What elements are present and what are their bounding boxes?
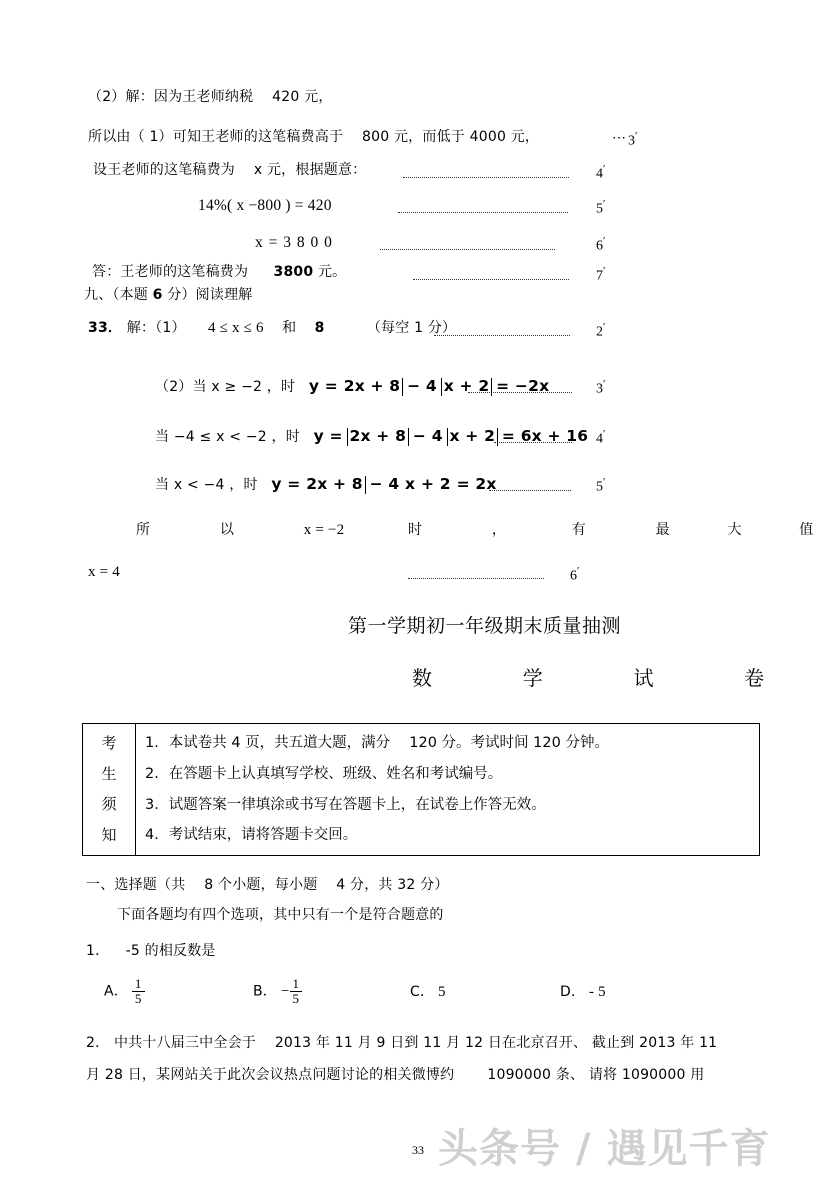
leader-dots-6b (408, 578, 544, 579)
q33-case3-expr-y: y = (271, 475, 301, 493)
section-nine-heading (84, 288, 252, 302)
notice-label-column (83, 724, 136, 855)
option-b-numerator: 1 (292, 976, 300, 991)
q33-max-c9: 值 (799, 522, 814, 538)
question-1-stem: -5 的相反数是 (125, 943, 216, 959)
q33-case1-expr-y: y = (308, 377, 338, 395)
notice-items-column (136, 724, 759, 855)
question-2-line1-row (86, 1036, 717, 1050)
q33-max-line (136, 522, 814, 538)
section-nine-score: 6 (152, 287, 163, 303)
q32-part2-line2: 所以由（ 1）可知王老师的这笔稿费高于 800 元，而低于 4000 元， (88, 129, 540, 145)
q33-case1 (155, 378, 549, 396)
question-1-option-b[interactable] (253, 978, 302, 1006)
notice-label-char-3: 知 (101, 826, 117, 845)
subtitle-char-1: 学 (522, 666, 543, 690)
q33-case2-mark: 4′ (596, 428, 606, 447)
notice-item-3: 4．考试结束，请将答题卡交回。 (145, 827, 358, 844)
q33-case1-abs1: 2x + 8 (342, 378, 404, 396)
notice-item-1: 2．在答题卡上认真填写学校、班级、姓名和考试编号。 (145, 765, 503, 782)
q33-case3-mid: − 4 x (369, 475, 416, 493)
q33-max-value: x = 4 (88, 564, 120, 580)
candidate-notice-box (82, 723, 760, 856)
q32-conclusion-prefix: 答：王老师的这笔稿费为 (92, 264, 249, 280)
question-1-number: 1． (86, 943, 110, 959)
option-b-fraction (290, 977, 303, 1005)
question-1-option-a[interactable] (104, 978, 145, 1006)
exam-title: 第一学期初一年级期末质量抽测 (348, 615, 622, 637)
subtitle-char-0: 数 (412, 666, 432, 690)
q33-line1 (88, 321, 456, 336)
notice-item-2: 3．试题答案一律填涂或书写在答题卡上，在试卷上作答无效。 (145, 796, 546, 813)
q33-answer-range: 4 ≤ x ≤ 6 (207, 320, 264, 336)
q33-case1-mid: − 4 (407, 377, 437, 395)
q32-conclusion (92, 265, 346, 279)
q32-conclusion-suffix: 元。 (317, 264, 347, 280)
q33-case3-result: = 2x (456, 475, 497, 493)
q33-case2-result: = 6x + 16 (501, 427, 589, 445)
question-2-number: 2． (86, 1035, 110, 1051)
q32-conclusion-mark: 7′ (596, 265, 606, 284)
notice-item-0: 1．本试卷共 4 页，共五道大题，满分 120 分。考试时间 120 分钟。 (145, 735, 609, 752)
q33-case1-prefix: （2）当 x ≥ −2 ，时 (155, 379, 296, 395)
question-2-line2: 月 28 日，某网站关于此次会议热点问题讨论的相关微博约 1090000 条、 请将 1090000 用 (86, 1067, 705, 1083)
q33-case2-prefix: 当 −4 ≤ x < −2 ，时 (155, 429, 300, 445)
q33-conj: 和 (282, 320, 297, 336)
q33-max-value-mark: 6′ (570, 565, 580, 584)
q33-case1-abs2: x + 2 (441, 378, 493, 396)
notice-label-char-0: 考 (101, 733, 117, 752)
q33-case1-result: = −2x (496, 377, 550, 395)
q33-answer-value: 8 (314, 320, 325, 336)
option-b-label: B． (253, 983, 278, 1000)
leader-dots-5 (398, 212, 568, 213)
option-c-label: C． (410, 984, 435, 1000)
q33-case2-expr-y: y = (313, 427, 343, 445)
q33-max-c2: 以 (219, 522, 235, 538)
leader-dots-4 (403, 177, 569, 178)
q33-case3-abs2: + 2 (421, 475, 451, 493)
q33-max-c6: 有 (571, 522, 586, 538)
option-c-text: 5 (438, 984, 446, 1000)
option-d-text: - 5 (589, 984, 606, 1000)
q33-case2 (155, 428, 588, 446)
q33-case3-mark: 5′ (596, 476, 606, 495)
q33-max-c8: 大 (727, 522, 742, 538)
q32-part2-line3: 设王老师的这笔稿费为 x 元，根据题意： (93, 162, 367, 178)
q33-per-blank: （每空 1 分） (366, 320, 457, 336)
section-nine-label-tail: 分）阅读理解 (167, 287, 253, 303)
q33-case3-prefix: 当 x < −4 ，时 (155, 477, 258, 493)
q32-equation-2: x = 3 8 0 0 (255, 234, 333, 251)
section-one-heading: 一、选择题（共 8 个小题，每小题 4 分，共 32 分） (86, 877, 449, 893)
q32-conclusion-value: 3800 (273, 264, 314, 280)
leader-dots-6 (380, 249, 555, 250)
option-a-denominator: 5 (132, 991, 145, 1006)
option-d-label: D． (560, 984, 586, 1000)
q32-part2-line2-mark: 3′ (628, 130, 638, 149)
q33-max-c1: 所 (136, 522, 151, 538)
subtitle-char-3: 卷 (744, 666, 765, 690)
option-a-fraction (132, 977, 145, 1005)
q33-max-c3: x = −2 (303, 522, 345, 538)
question-1-stem-row (86, 944, 216, 958)
option-b-sign: − (280, 983, 290, 1000)
leader-dots-2 (434, 335, 570, 336)
q32-part2-line1: （2）解：因为王老师纳税 420 元， (88, 89, 333, 105)
leader-dots-5b (489, 490, 571, 491)
q33-mark: 2′ (596, 321, 606, 340)
q33-case2-abs2: x + 2 (447, 428, 499, 446)
q33-solve-label: 解：（1） (126, 320, 186, 336)
notice-label-char-2: 须 (101, 795, 117, 814)
question-1-option-d[interactable] (560, 985, 606, 1000)
leader-dots-3b (468, 392, 572, 393)
q33-max-c7: 最 (655, 522, 670, 538)
leader-dots-4b (494, 442, 572, 443)
q32-equation-2-mark: 6′ (596, 235, 606, 254)
q33-case3-abs1: 2x + 8 (304, 476, 366, 494)
q33-case2-mid: − 4 (412, 427, 443, 445)
leader-dots-7 (413, 279, 569, 280)
q33-number: 33． (88, 320, 123, 336)
q33-max-c4: 时 (408, 522, 423, 538)
q32-part2-line2-dots: ⋯ (612, 131, 626, 146)
q33-case3 (155, 476, 497, 494)
question-1-option-c[interactable] (410, 985, 446, 1000)
q33-case1-mark: 3′ (596, 378, 606, 397)
watermark: 头条号 / 遇见千育 (438, 1126, 771, 1172)
option-b-denominator: 5 (290, 991, 303, 1006)
page-number: 33 (412, 1143, 424, 1157)
option-a-label: A． (104, 983, 128, 1000)
section-nine-label: 九、（本题 (84, 287, 148, 303)
q33-case2-abs1: 2x + 8 (347, 428, 410, 446)
q32-equation-1: 14%( x −800 ) = 420 (198, 197, 332, 214)
question-2-line1: 中共十八届三中全会于 2013 年 11 月 9 日到 11 月 12 日在北京召开、 截止到 2013 年 11 (113, 1035, 718, 1051)
exam-subtitle (412, 662, 764, 691)
option-a-numerator: 1 (134, 976, 142, 991)
notice-label-char-1: 生 (101, 764, 117, 783)
section-one-instruction: 下面各题均有四个选项，其中只有一个是符合题意的 (117, 907, 444, 923)
q32-part2-line3-mark: 4′ (596, 163, 606, 182)
q33-max-c5: ， (491, 522, 507, 538)
q32-equation-1-mark: 5′ (596, 198, 606, 217)
subtitle-char-2: 试 (633, 666, 654, 690)
